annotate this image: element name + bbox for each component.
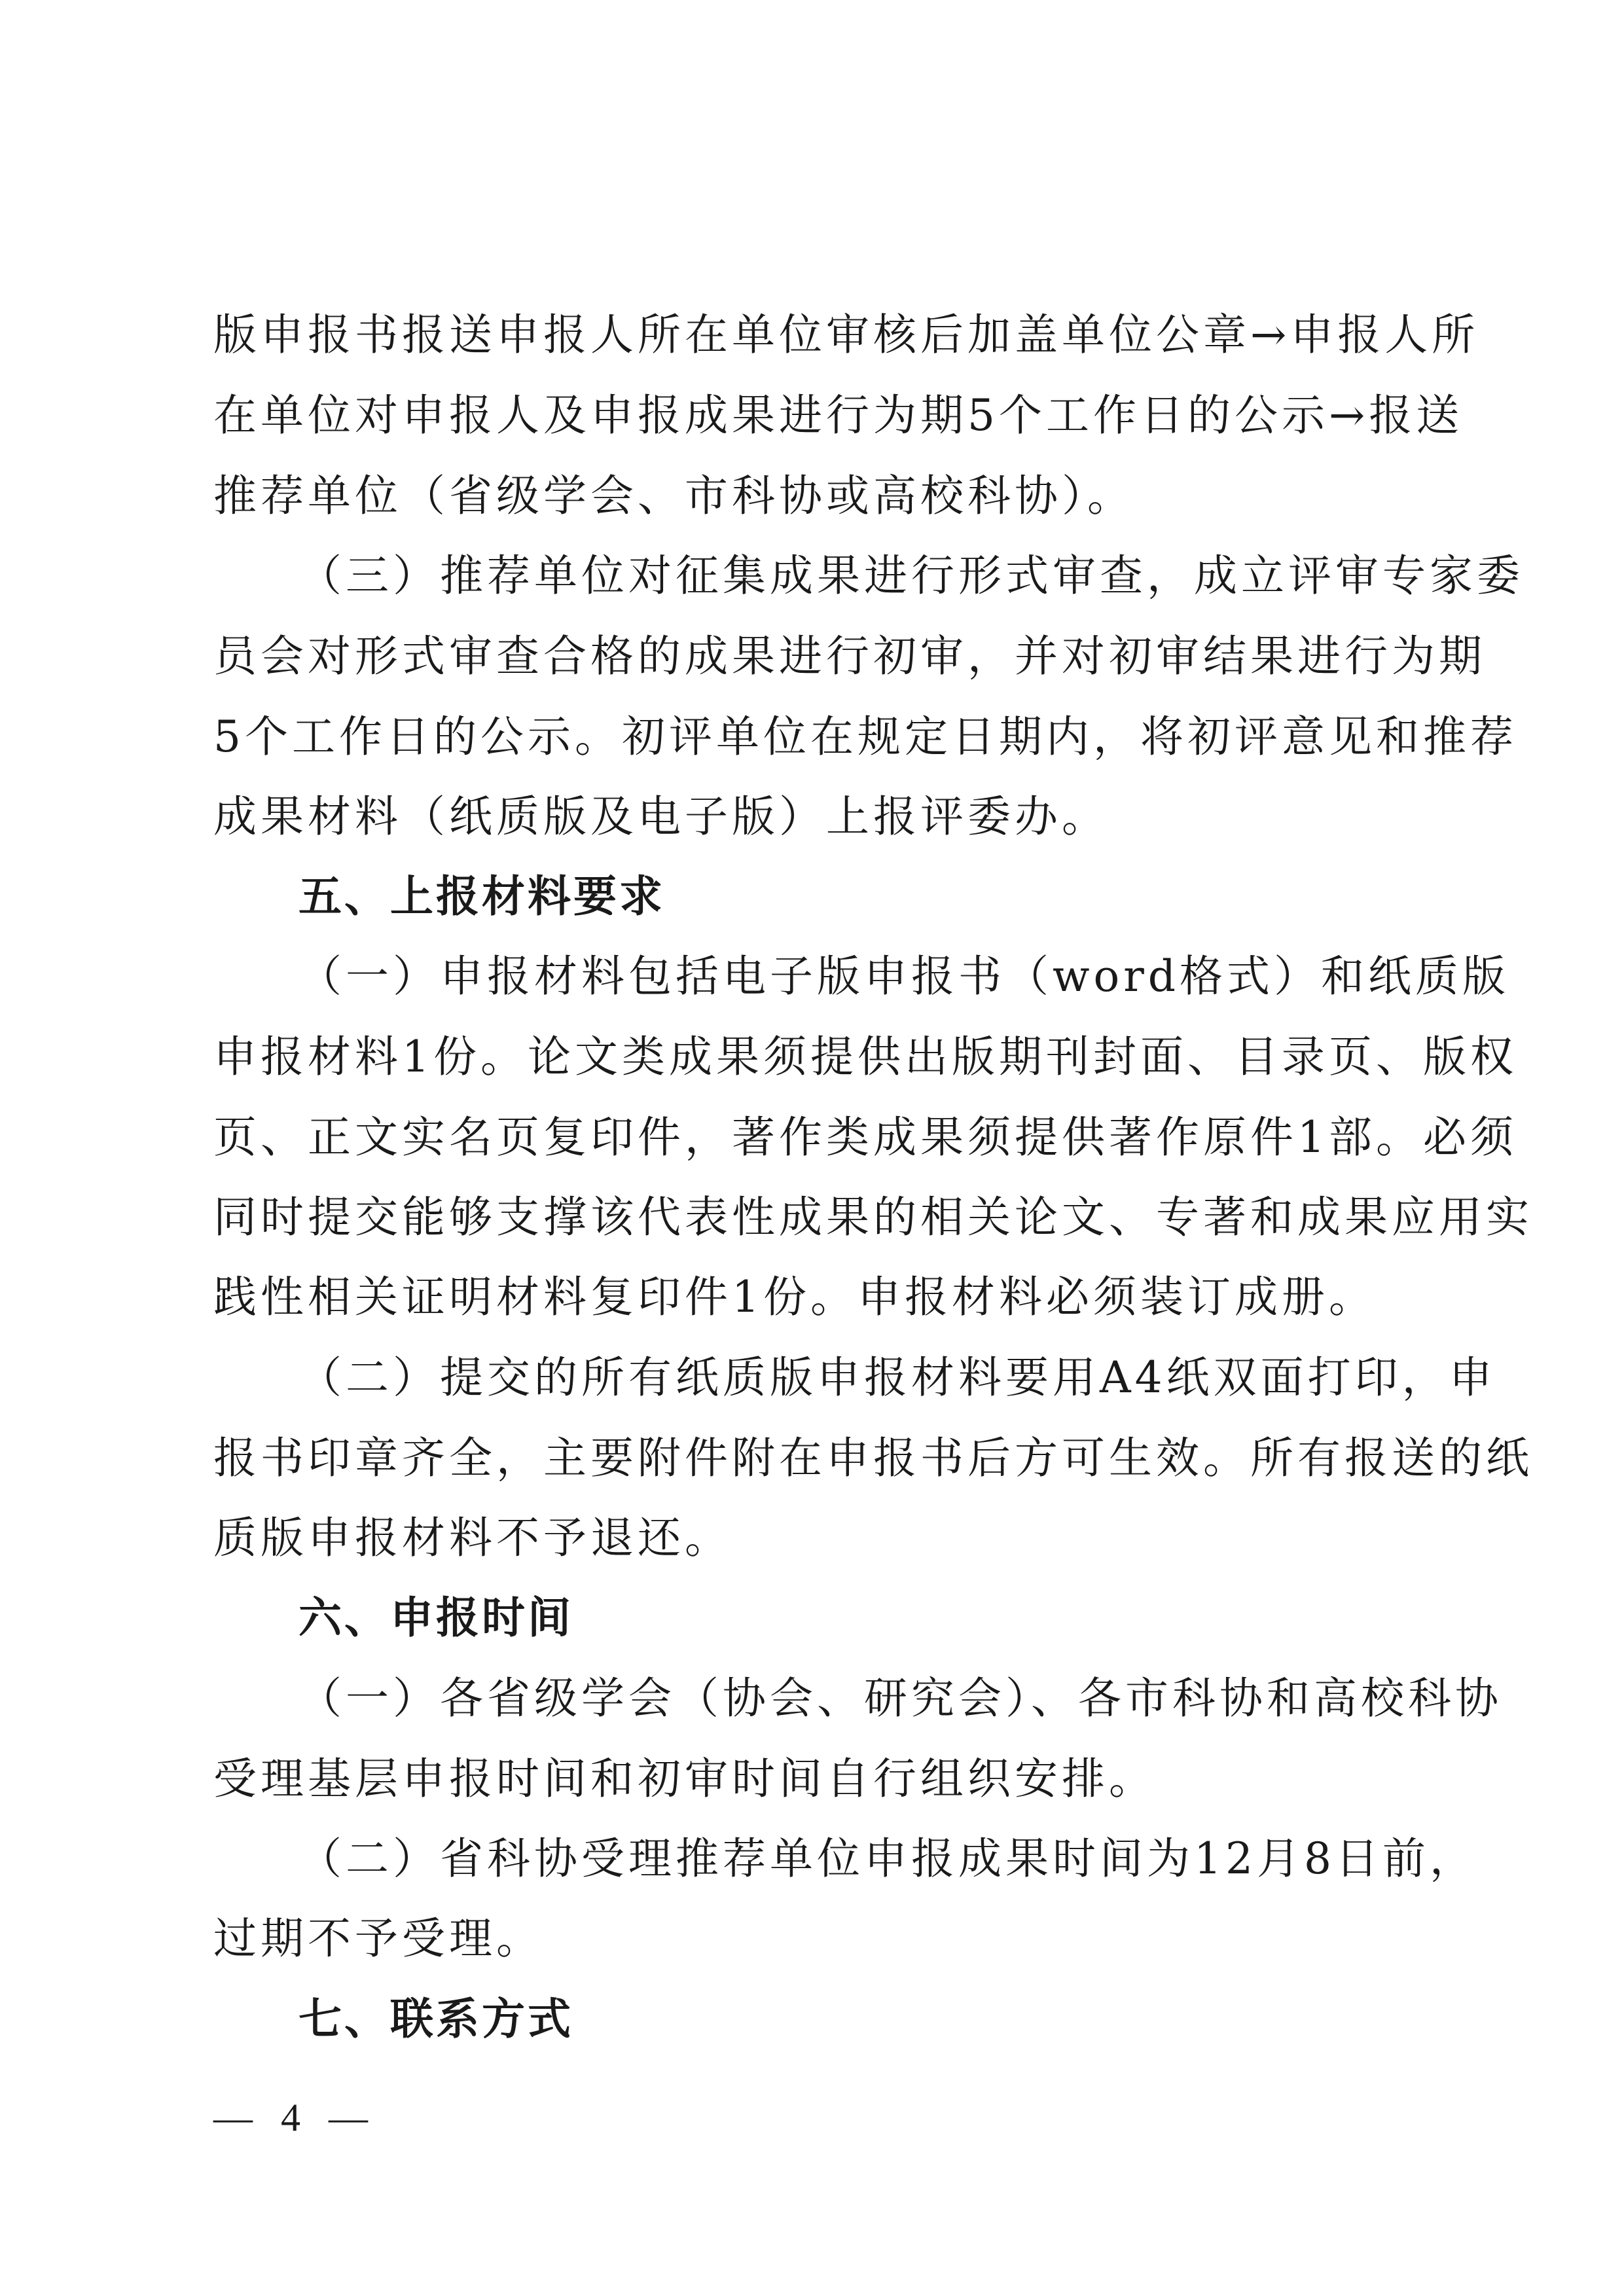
section-heading: 七、联系方式	[298, 1994, 573, 2044]
paragraph-line: 5个工作日的公示。初评单位在规定日期内，将初评意见和推荐	[213, 712, 1517, 762]
paragraph-line: 推荐单位（省级学会、市科协或高校科协）。	[213, 471, 1134, 521]
paragraph-line: 版申报书报送申报人所在单位审核后加盖单位公章→申报人所	[213, 310, 1479, 360]
paragraph-line: 质版申报材料不予退还。	[213, 1513, 732, 1563]
section-heading: 六、申报时间	[298, 1593, 573, 1643]
paragraph-line: 践性相关证明材料复印件1份。申报材料必须装订成册。	[213, 1272, 1376, 1322]
paragraph-line: （一）申报材料包括电子版申报书（word格式）和纸质版	[298, 951, 1510, 1001]
paragraph-line: 报书印章齐全，主要附件附在申报书后方可生效。所有报送的纸	[213, 1433, 1533, 1483]
paragraph-line: 过期不予受理。	[213, 1913, 543, 1964]
section-heading: 五、上报材料要求	[298, 871, 665, 922]
paragraph-line: 同时提交能够支撑该代表性成果的相关论文、专著和成果应用实	[213, 1192, 1533, 1242]
paragraph-line: （二）省科协受理推荐单位申报成果时间为12月8日前，	[298, 1833, 1477, 1884]
paragraph-line: 员会对形式审查合格的成果进行初审，并对初审结果进行为期	[213, 631, 1486, 681]
paragraph-line: （一）各省级学会（协会、研究会）、各市科协和高校科协	[298, 1673, 1502, 1723]
paragraph-line: 成果材料（纸质版及电子版）上报评委办。	[213, 791, 1109, 842]
paragraph-line: 页、正文实名页复印件，著作类成果须提供著作原件1部。必须	[213, 1112, 1517, 1163]
paragraph-line: （三）推荐单位对征集成果进行形式审查，成立评审专家委	[298, 550, 1524, 601]
paragraph-line: （二）提交的所有纸质版申报材料要用A4纸双面打印，申	[298, 1352, 1496, 1403]
page-number: — 4 —	[213, 2096, 377, 2139]
paragraph-line: 受理基层申报时间和初审时间自行组织安排。	[213, 1754, 1156, 1804]
paragraph-line: 申报材料1份。论文类成果须提供出版期刊封面、目录页、版权	[213, 1032, 1517, 1082]
paragraph-line: 在单位对申报人及申报成果进行为期5个工作日的公示→报送	[213, 390, 1464, 441]
